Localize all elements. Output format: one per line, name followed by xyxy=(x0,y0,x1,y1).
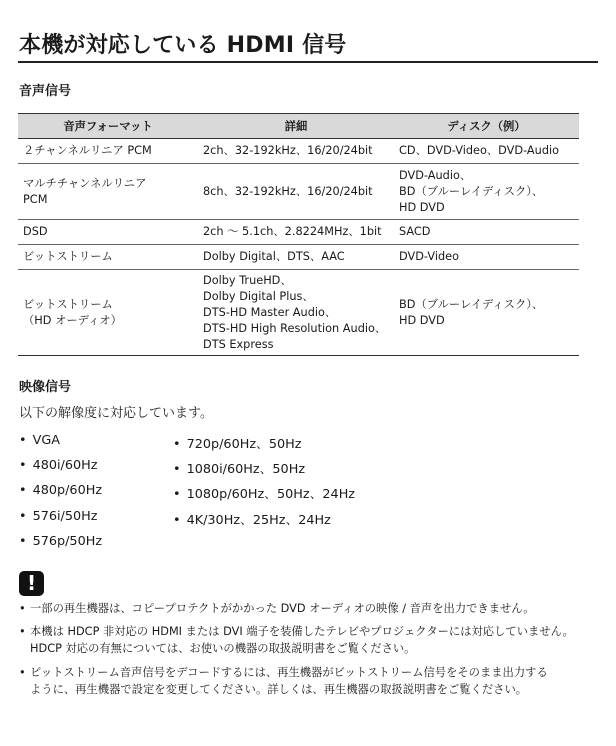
disc-cell xyxy=(394,245,579,270)
disc-line: DVD-Audio、 xyxy=(399,168,472,182)
bullet: • xyxy=(19,483,27,498)
bullet: • xyxy=(19,625,26,638)
bullet: • xyxy=(19,458,27,473)
table-row xyxy=(18,220,579,245)
detail-cell xyxy=(198,245,394,270)
resolution-label: 1080i/60Hz、50Hz xyxy=(186,462,306,477)
audio-format-table xyxy=(18,113,579,356)
disc-cell xyxy=(394,220,579,245)
disc-line: DVD-Video xyxy=(399,250,459,263)
bullet: • xyxy=(173,437,181,452)
disc-cell xyxy=(394,139,579,164)
disc-line: BD（ブルーレイディスク）、 xyxy=(399,184,544,198)
audio-heading: 音声信号 xyxy=(19,84,72,99)
list-item xyxy=(173,458,305,477)
bullet: • xyxy=(173,487,181,502)
bullet: • xyxy=(173,513,181,528)
detail-line: Dolby TrueHD、 xyxy=(203,273,292,287)
detail-cell xyxy=(198,164,394,220)
resolution-label: 480i/60Hz xyxy=(32,458,98,473)
detail-line: Dolby Digital、DTS、AAC xyxy=(203,250,345,263)
disc-cell xyxy=(394,164,579,220)
list-item xyxy=(173,433,301,452)
detail-line: DTS-HD Master Audio、 xyxy=(203,305,337,319)
format-cell xyxy=(18,220,198,245)
list-item xyxy=(19,458,97,473)
detail-cell xyxy=(198,270,394,356)
title-rule xyxy=(18,61,598,63)
video-intro: 以下の解像度に対応しています。 xyxy=(19,406,213,421)
note-line: HDCP 対応の有無については、お使いの機器の取扱説明書をご覧ください。 xyxy=(30,641,416,655)
bullet: • xyxy=(19,666,26,679)
list-item xyxy=(19,433,60,448)
exclamation-icon: ! xyxy=(19,571,44,596)
format-line: PCM xyxy=(23,192,48,206)
disc-line: SACD xyxy=(399,225,431,238)
detail-cell xyxy=(198,220,394,245)
disc-line: HD DVD xyxy=(399,313,445,327)
bullet: • xyxy=(19,433,27,448)
video-heading: 映像信号 xyxy=(19,380,72,395)
list-item xyxy=(19,483,102,498)
resolution-label: 720p/60Hz、50Hz xyxy=(186,437,302,452)
detail-line: DTS-HD High Resolution Audio、 xyxy=(203,321,387,335)
detail-line: 2ch、32-192kHz、16/20/24bit xyxy=(203,144,373,157)
resolution-label: 480p/60Hz xyxy=(32,483,103,498)
format-line: （HD オーディオ） xyxy=(23,313,122,327)
resolution-label: 576i/50Hz xyxy=(32,509,98,524)
format-cell xyxy=(18,270,198,356)
resolution-label: 576p/50Hz xyxy=(32,534,103,549)
list-item xyxy=(19,509,97,524)
bullet: • xyxy=(173,462,181,477)
resolution-label: VGA xyxy=(32,433,60,448)
column-header-detail: 詳細 xyxy=(198,114,394,139)
detail-line: DTS Express xyxy=(203,337,274,351)
column-header-disc: ディスク（例） xyxy=(394,114,579,139)
resolution-label: 1080p/60Hz、50Hz、24Hz xyxy=(186,487,356,502)
list-item xyxy=(173,483,355,502)
list-item xyxy=(173,509,331,528)
detail-line: 2ch 〜 5.1ch、2.8224MHz、1bit xyxy=(203,225,382,238)
format-cell xyxy=(18,245,198,270)
note-line: ビットストリーム音声信号をデコードするには、再生機器がビットストリーム信号をそのまま出力する xyxy=(30,666,548,679)
bullet: • xyxy=(19,602,26,615)
disc-line: CD、DVD-Video、DVD-Audio xyxy=(399,144,560,157)
format-line: DSD xyxy=(23,225,48,238)
format-line: マルチチャンネルリニア xyxy=(23,176,147,190)
caution-note xyxy=(19,665,548,698)
format-cell xyxy=(18,164,198,220)
format-line: ビットストリーム xyxy=(23,250,113,263)
note-line: ように、再生機器で設定を変更してください。詳しくは、再生機器の取扱説明書をご覧ください。 xyxy=(30,682,528,696)
table-row xyxy=(18,245,579,270)
disc-cell xyxy=(394,270,579,356)
disc-line: BD（ブルーレイディスク）、 xyxy=(399,297,544,311)
resolution-label: 4K/30Hz、25Hz、24Hz xyxy=(186,513,331,528)
table-row xyxy=(18,139,579,164)
column-header-format: 音声フォーマット xyxy=(18,114,198,139)
table-row xyxy=(18,164,579,220)
format-line: ビットストリーム xyxy=(23,297,113,311)
caution-note xyxy=(19,601,535,618)
caution-note xyxy=(19,624,574,657)
bullet: • xyxy=(19,534,27,549)
format-cell xyxy=(18,139,198,164)
detail-line: 8ch、32-192kHz、16/20/24bit xyxy=(203,184,373,198)
note-line: 一部の再生機器は、コピープロテクトがかかった DVD オーディオの映像 / 音声を出力できません。 xyxy=(30,602,535,615)
list-item xyxy=(19,534,102,549)
table-row xyxy=(18,270,579,356)
detail-line: Dolby Digital Plus、 xyxy=(203,289,314,303)
bullet: • xyxy=(19,509,27,524)
table-header-row xyxy=(18,114,579,139)
disc-line: HD DVD xyxy=(399,200,445,214)
note-line: 本機は HDCP 非対応の HDMI または DVI 端子を装備したテレビやプロジェクターには対応していません。 xyxy=(30,625,574,638)
format-line: ２チャンネルリニア PCM xyxy=(23,144,152,157)
page-title: 本機が対応している HDMI 信号 xyxy=(19,33,347,58)
detail-cell xyxy=(198,139,394,164)
